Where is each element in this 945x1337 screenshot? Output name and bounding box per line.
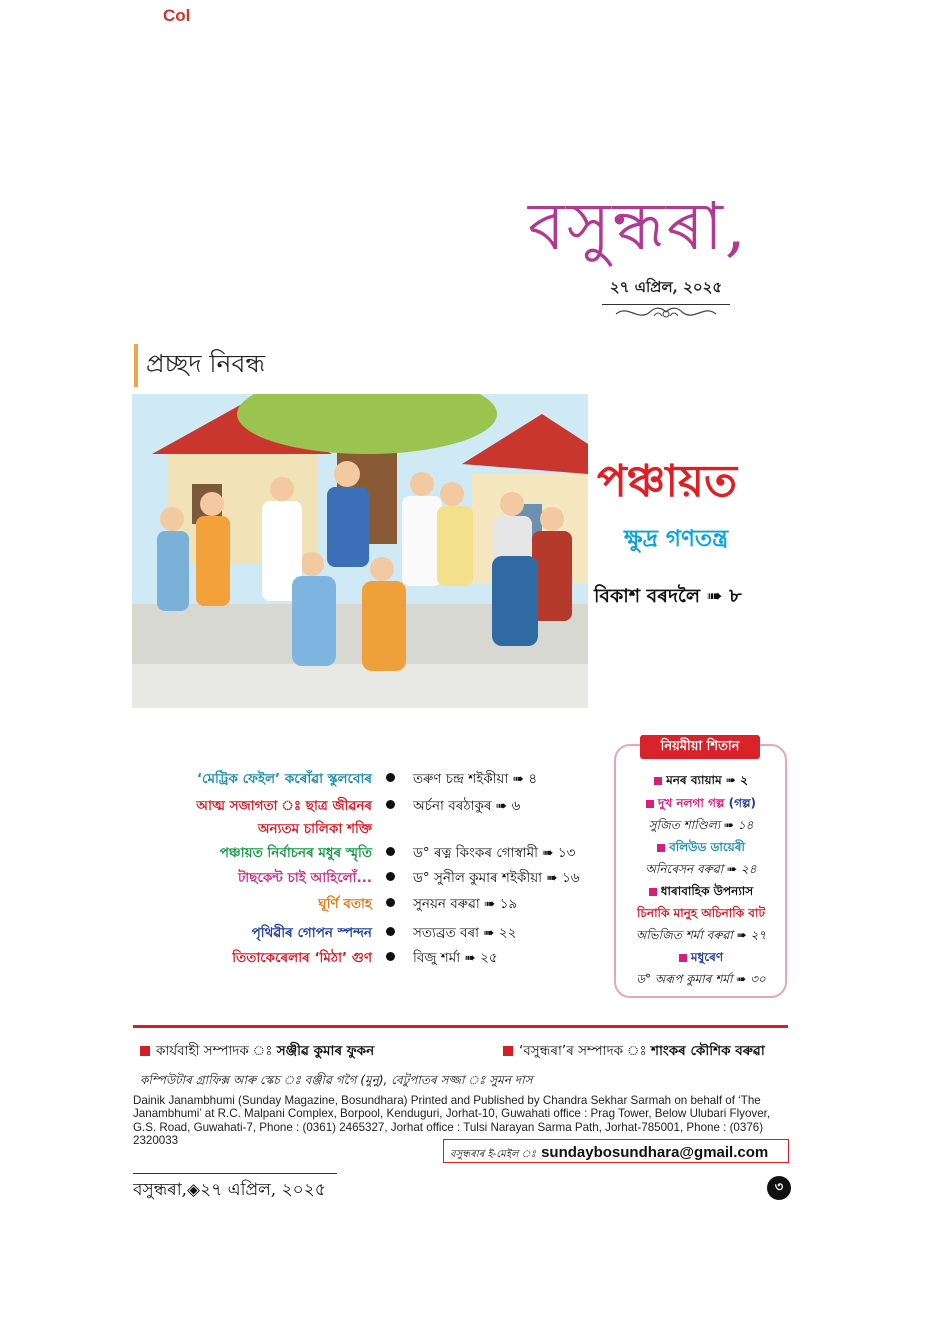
contents-author: সুনয়ন বৰুৱা ➠ ১৯: [413, 896, 518, 912]
contents-author: বিজু শৰ্মা ➠ ২৫: [413, 950, 498, 966]
contents-item: [130, 768, 600, 792]
page-number: ৩: [767, 1176, 791, 1200]
contents-author: সত্যব্ৰত বৰা ➠ ২২: [413, 925, 517, 941]
executive-editor: কাৰ্যবাহী সম্পাদক ঃ সঞ্জীৱ কুমাৰ ফুকন: [140, 1040, 374, 1063]
email-link[interactable]: sundaybosundhara@gmail.com: [541, 1144, 769, 1161]
bullet-icon: [386, 952, 395, 961]
square-bullet-icon: [140, 1046, 150, 1056]
footer-running-head: বসুন্ধৰা,◈২৭ এপ্ৰিল, ২০২৫: [133, 1180, 326, 1200]
contents-author: অৰ্চনা বৰঠাকুৰ ➠ ৬: [413, 798, 521, 814]
bullet-icon: [386, 800, 395, 809]
regular-item-author: অনিৰেসন বৰুৱা ➠ ২৪: [645, 862, 757, 876]
regular-item-author: সুজিত শাণ্ডিল্য ➠ ১৪: [648, 818, 754, 832]
arrow-icon: ➠: [706, 585, 723, 607]
regular-item-author: অভিজিত শৰ্মা বৰুৱা ➠ ২৭: [635, 928, 767, 942]
contents-title: পৃথিৱীৰ গোপন স্পন্দন: [251, 925, 372, 941]
bullet-icon: [386, 872, 395, 881]
square-bullet-icon: [654, 777, 662, 785]
contents-item-continued: [130, 818, 600, 842]
regular-item: দুখ নলগা গল্প (গল্প): [620, 795, 782, 815]
contents-title: ‘মেট্ৰিক ফেইল’ কৰোঁৱা স্কুলবোৰ: [196, 771, 372, 787]
square-bullet-icon: [657, 844, 665, 852]
cover-story-subtitle: ক্ষুদ্ৰ গণতন্ত্ৰ: [624, 526, 729, 552]
contents-item: [130, 842, 600, 866]
regular-item: ধাৰাবাহিক উপন্যাস: [620, 883, 782, 903]
regulars-header: নিয়মীয়া শিতান: [640, 735, 760, 759]
square-bullet-icon: [646, 800, 654, 808]
cover-story-page: ৮: [729, 585, 742, 607]
regular-item-author: ড° অৰূপ কুমাৰ শৰ্মা ➠ ৩০: [636, 972, 766, 986]
masthead-logo: বসুন্ধৰা,: [528, 188, 748, 265]
contents-author: ড° সুনীল কুমাৰ শইকীয়া ➠ ১৬: [413, 870, 580, 886]
bullet-icon: [386, 773, 395, 782]
contents-item: [130, 947, 600, 971]
regular-item: মনৰ ব্যায়াম ➠ ২: [620, 772, 782, 792]
credits-divider: [133, 1025, 788, 1028]
contents-item: [130, 893, 600, 917]
serial-title: চিনাকি মানুহ অচিনাকি বাট: [637, 906, 765, 920]
footer-divider: [133, 1173, 337, 1174]
bullet-icon: [386, 927, 395, 936]
contents-title: ঘূৰ্ণি বতাহ: [318, 896, 372, 912]
cover-story-title: পঞ্চায়ত: [597, 456, 738, 507]
flourish-ornament-icon: [614, 300, 718, 324]
section-tag: প্ৰচ্ছদ নিবন্ধ: [134, 344, 265, 387]
bullet-icon: [386, 898, 395, 907]
cover-story-author: বিকাশ বৰদলৈ: [594, 585, 701, 607]
contents-item: [130, 922, 600, 946]
contents-title: তিতাকেৰেলাৰ ‘মিঠা’ গুণ: [232, 950, 372, 966]
issue-date: ২৭ এপ্ৰিল, ২০২৫: [602, 276, 730, 305]
cover-story-byline: [594, 582, 742, 614]
contents-item: [130, 867, 600, 891]
square-bullet-icon: [503, 1046, 513, 1056]
bullet-icon: [386, 847, 395, 856]
magazine-editor: ‘বসুন্ধৰা’ৰ সম্পাদক ঃ শাংকৰ কৌশিক বৰুৱা: [503, 1040, 765, 1063]
contents-title: পঞ্চায়ত নিৰ্বাচনৰ মধুৰ স্মৃতি: [219, 845, 372, 861]
email-label: বসুন্ধৰাৰ ই-মেইল ঃ: [450, 1149, 536, 1160]
contents-author: তৰুণ চন্দ্ৰ শইকীয়া ➠ ৪: [413, 771, 538, 787]
corner-label: Col: [163, 6, 191, 25]
contents-title-line2: অন্যতম চালিকা শক্তি: [257, 821, 372, 837]
regular-item: বলিউড ডায়েৰী: [620, 839, 782, 859]
contents-item: [130, 795, 600, 819]
regular-item: মধুৰেণ: [620, 949, 782, 969]
graphics-credit: কম্পিউটাৰ গ্ৰাফিক্স আৰু স্কেচ ঃ বঞ্জীৱ গগৈ (মুনু), বেটুপাতৰ সজ্জা ঃ সুমন দাস: [140, 1073, 533, 1087]
contents-author: ড° ৰত্ন কিংকৰ গোস্বামী ➠ ১৩: [413, 845, 576, 861]
square-bullet-icon: [649, 888, 657, 896]
imprint-text: Dainik Janambhumi (Sunday Magazine, Bosundhara) Printed and Published by Chandra Sekhar Sarmah on behalf of ‘The Janambhumi’ at R.C. Malpani Complex, Borpool, Kenduguri, Jorhat-10, Guwahati office : Prag Tower, Below Ulubari Flyover, G.S. Road, Guwahati-7, Phone : (0361) 2465327, Jorhat office : Tulsi Narayan Sarma Path, Jorhat-785001, Phone : (0376) 2320033: [133, 1094, 771, 1147]
cover-illustration: [132, 394, 588, 708]
contents-title: টাছকেন্ট চাই আহিলোঁ...: [237, 870, 372, 886]
email-box: [443, 1139, 789, 1163]
square-bullet-icon: [679, 954, 687, 962]
contents-title: আত্ম সজাগতা ঃ ছাত্ৰ জীৱনৰ: [196, 798, 372, 814]
